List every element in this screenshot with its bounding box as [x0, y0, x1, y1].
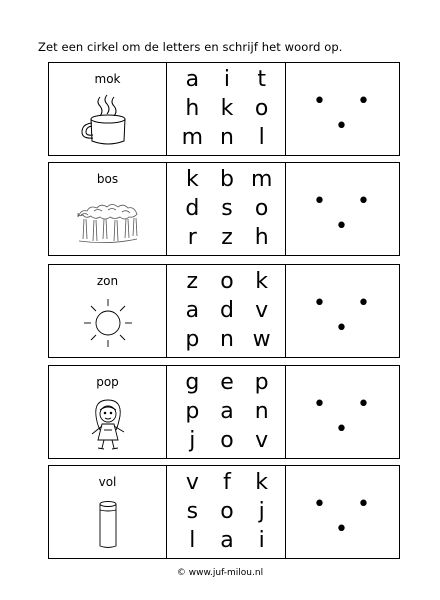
letter-grid	[175, 368, 279, 456]
letter-grid-cell	[167, 265, 286, 357]
letter[interactable]: o	[254, 195, 269, 221]
letter[interactable]: b	[220, 166, 234, 192]
letter[interactable]: t	[257, 66, 266, 92]
letter[interactable]: i	[258, 528, 265, 554]
letter[interactable]: g	[185, 369, 200, 395]
letter[interactable]: n	[220, 125, 234, 151]
letter[interactable]: w	[252, 327, 271, 353]
answer-cell[interactable]	[286, 466, 399, 558]
letter-grid	[175, 267, 279, 355]
letter[interactable]: f	[223, 469, 231, 495]
letter[interactable]: a	[185, 297, 200, 323]
picture-cell	[49, 466, 167, 558]
letter[interactable]: s	[221, 195, 233, 221]
letter[interactable]: m	[181, 125, 204, 151]
letter[interactable]: m	[250, 166, 273, 192]
forest-icon	[49, 193, 166, 249]
letter[interactable]: z	[186, 268, 199, 294]
letter[interactable]: a	[185, 66, 200, 92]
sun-icon	[49, 295, 166, 351]
letter[interactable]: k	[220, 95, 234, 121]
letter-grid-cell	[167, 63, 286, 155]
instruction-text: Zet een cirkel om de letters en schrijf het woord op.	[38, 40, 343, 54]
answer-cell[interactable]	[286, 366, 399, 458]
word-card-pop	[48, 365, 400, 459]
word-label: mok	[94, 72, 121, 86]
letter[interactable]: p	[254, 369, 269, 395]
picture-cell	[49, 366, 167, 458]
letter[interactable]: o	[220, 428, 234, 454]
letter[interactable]: n	[220, 327, 234, 353]
letter[interactable]: p	[185, 327, 200, 353]
picture-cell	[49, 63, 167, 155]
letter[interactable]: v	[185, 469, 199, 495]
answer-dots: • • •	[313, 89, 382, 139]
answer-cell[interactable]	[286, 265, 399, 357]
word-card-zon	[48, 264, 400, 358]
letter[interactable]: k	[185, 166, 199, 192]
word-label: pop	[96, 375, 119, 389]
word-card-vol	[48, 465, 400, 559]
letter[interactable]: v	[255, 297, 269, 323]
letter[interactable]: i	[223, 66, 231, 92]
glass-icon	[49, 496, 166, 552]
letter[interactable]: h	[254, 225, 269, 251]
mug-icon	[49, 93, 166, 149]
letter[interactable]: o	[254, 95, 269, 121]
letter[interactable]: p	[185, 398, 200, 424]
picture-cell	[49, 163, 167, 255]
footer-copyright: © www.juf-milou.nl	[176, 568, 264, 578]
picture-cell	[49, 265, 167, 357]
answer-dots: • • •	[313, 392, 382, 442]
letter[interactable]: v	[255, 428, 269, 454]
word-label: vol	[98, 475, 117, 489]
letter[interactable]: o	[220, 498, 234, 524]
letter-grid-cell	[167, 366, 286, 458]
letter[interactable]: n	[254, 398, 269, 424]
answer-dots: • • •	[313, 492, 382, 542]
letter[interactable]: o	[220, 268, 234, 294]
word-label: zon	[96, 274, 119, 288]
letter[interactable]: l	[189, 528, 196, 554]
letter[interactable]: d	[220, 297, 234, 323]
letter[interactable]: e	[220, 369, 234, 395]
letter[interactable]: a	[220, 398, 234, 424]
letter[interactable]: r	[187, 225, 197, 251]
letter-grid	[175, 65, 279, 153]
letter[interactable]: j	[189, 428, 196, 454]
doll-icon	[49, 396, 166, 452]
letter[interactable]: d	[185, 195, 200, 221]
letter[interactable]: a	[220, 528, 234, 554]
letter[interactable]: s	[186, 498, 199, 524]
letter[interactable]: h	[185, 95, 200, 121]
answer-cell[interactable]	[286, 63, 399, 155]
word-card-bos	[48, 162, 400, 256]
word-card-mok	[48, 62, 400, 156]
letter-grid	[175, 468, 279, 556]
word-label: bos	[96, 172, 119, 186]
letter[interactable]: k	[255, 268, 269, 294]
letter-grid-cell	[167, 163, 286, 255]
letter-grid-cell	[167, 466, 286, 558]
letter[interactable]: j	[258, 498, 265, 524]
letter[interactable]: l	[258, 125, 265, 151]
answer-dots: • • •	[313, 189, 382, 239]
answer-cell[interactable]	[286, 163, 399, 255]
letter[interactable]: k	[255, 469, 269, 495]
answer-dots: • • •	[313, 291, 382, 341]
letter-grid	[175, 165, 279, 253]
letter[interactable]: z	[221, 225, 233, 251]
